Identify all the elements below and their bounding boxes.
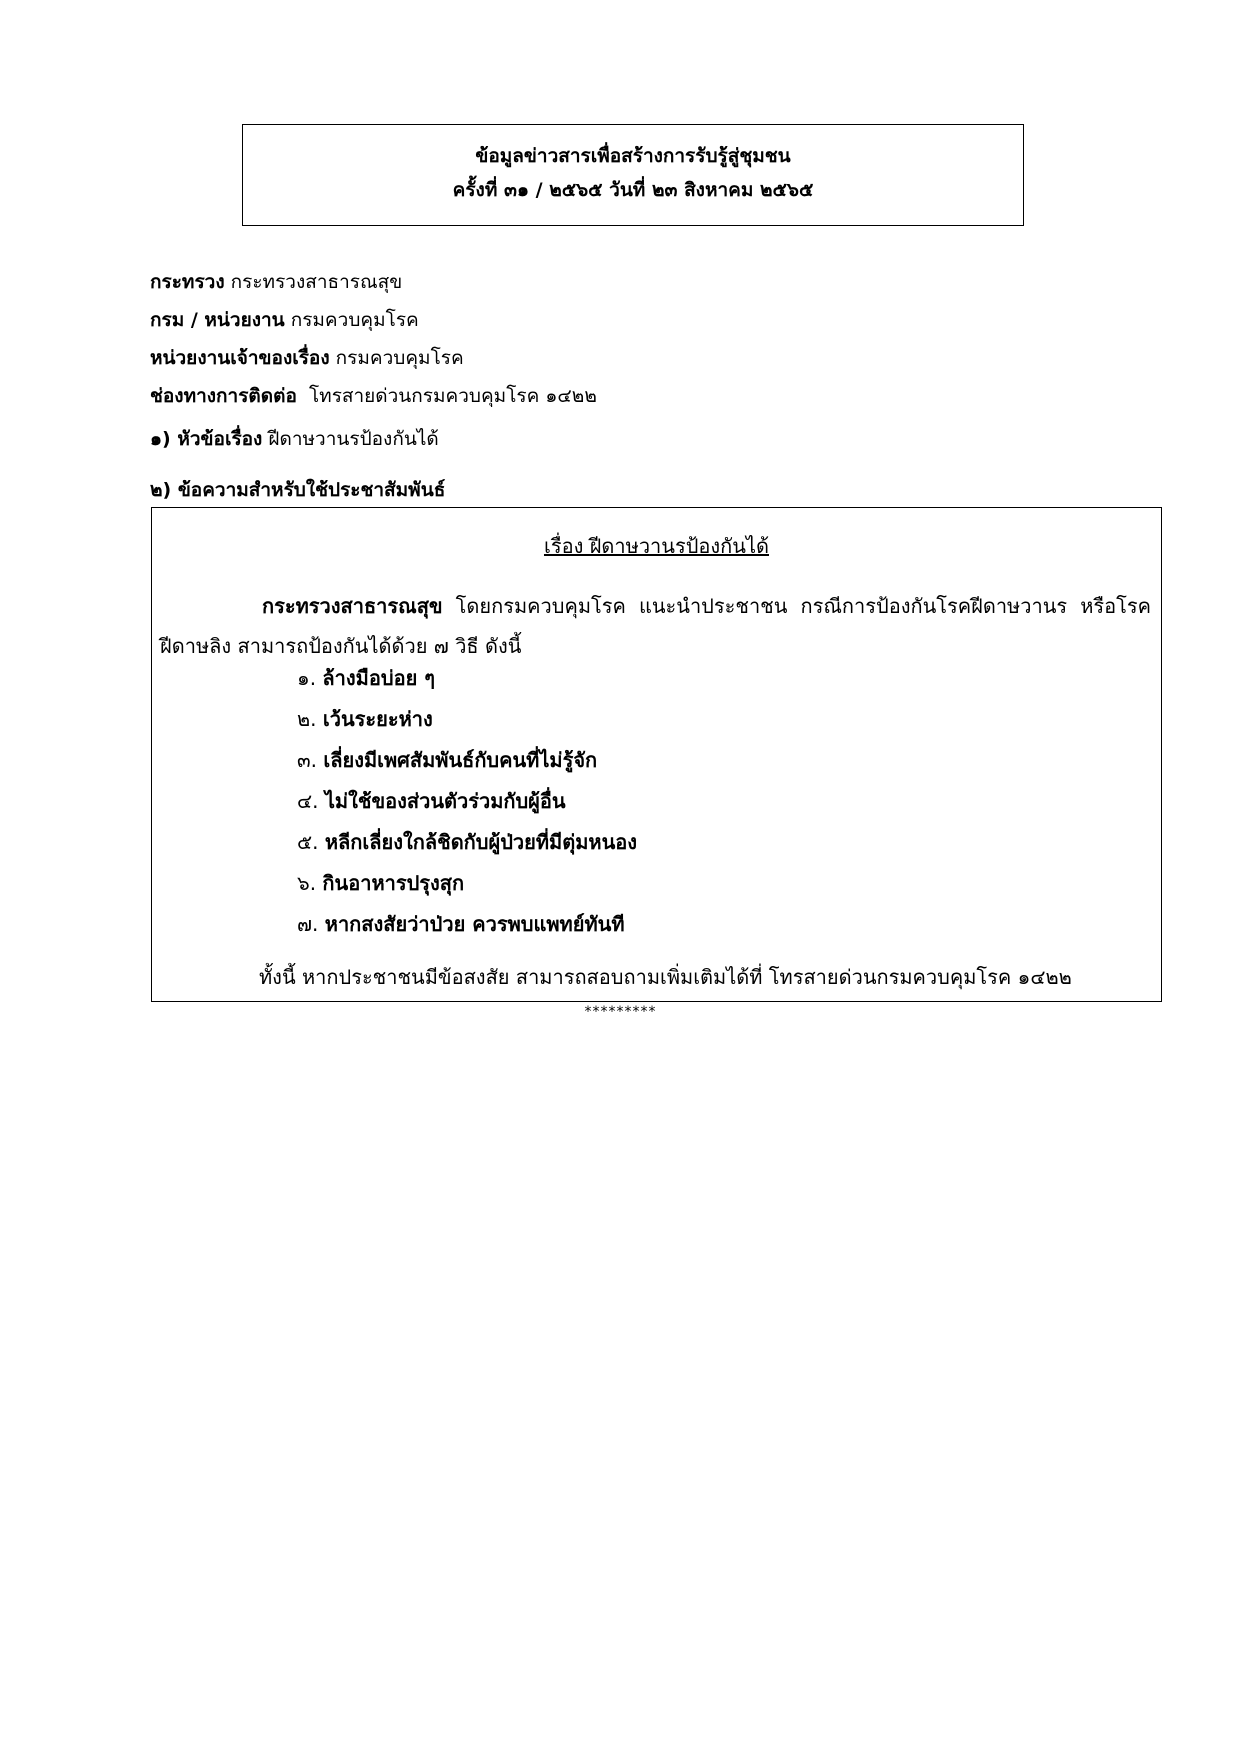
meta-owner-value: กรมควบคุมโรค [335, 347, 464, 369]
intro-text: โดยกรมควบคุมโรค แนะนำประชาชน กรณีการป้องกันโรคฝีดาษวานร หรือโรคฝีดาษลิง สามารถป้องกันได้ด้วย ๗ วิธี ดังนี้ [160, 594, 1151, 658]
meta-topic [150, 425, 439, 453]
meta-contact-value: โทรสายด่วนกรมควบคุมโรค ๑๔๒๒ [308, 385, 597, 407]
prevention-steps-list [297, 658, 637, 945]
meta-owner [150, 344, 464, 372]
meta-topic-label: ๑) หัวข้อเรื่อง [150, 428, 263, 450]
meta-contact [150, 382, 597, 410]
list-item: ๔. ไม่ใช้ของส่วนตัวร่วมกับผู้อื่น [297, 789, 566, 813]
press-release-closing: ทั้งนี้ หากประชาชนมีข้อสงสัย สามารถสอบถามเพิ่มเติมได้ที่ โทรสายด่วนกรมควบคุมโรค ๑๔๒๒ [259, 965, 1072, 989]
document-title: ข้อมูลข่าวสารเพื่อสร้างการรับรู้สู่ชุมชน [475, 145, 791, 167]
document-header-box [242, 124, 1024, 226]
intro-ministry: กระทรวงสาธารณสุข [262, 594, 443, 618]
end-of-document-mark: ********* [584, 1004, 657, 1020]
meta-topic-value: ฝีดาษวานรป้องกันได้ [268, 428, 439, 450]
meta-owner-label: หน่วยงานเจ้าของเรื่อง [150, 347, 330, 369]
meta-department [150, 306, 419, 334]
meta-department-value: กรมควบคุมโรค [290, 309, 419, 331]
list-item: ๗. หากสงสัยว่าป่วย ควรพบแพทย์ทันที [297, 912, 625, 936]
press-release-intro [160, 586, 1151, 666]
list-item: ๑. ล้างมือบ่อย ๆ [297, 666, 435, 690]
meta-ministry-label: กระทรวง [150, 271, 225, 293]
meta-message-label: ๒) ข้อความสำหรับใช้ประชาสัมพันธ์ [150, 479, 446, 501]
meta-message-heading [150, 476, 445, 504]
list-item: ๕. หลีกเลี่ยงใกล้ชิดกับผู้ป่วยที่มีตุ่มหนอง [297, 830, 638, 854]
list-item: ๖. กินอาหารปรุงสุก [297, 871, 465, 895]
meta-ministry [150, 268, 402, 296]
list-item: ๒. เว้นระยะห่าง [297, 707, 433, 731]
issue-line: ครั้งที่ ๓๑ / ๒๕๖๕ วันที่ ๒๓ สิงหาคม ๒๕๖๕ [452, 179, 814, 201]
meta-contact-label: ช่องทางการติดต่อ [150, 385, 297, 407]
meta-department-label: กรม / หน่วยงาน [150, 309, 285, 331]
meta-ministry-value: กระทรวงสาธารณสุข [230, 271, 403, 293]
press-release-box [151, 507, 1162, 1002]
list-item: ๓. เลี่ยงมีเพศสัมพันธ์กับคนที่ไม่รู้จัก [297, 748, 598, 772]
press-release-title: เรื่อง ฝีดาษวานรป้องกันได้ [543, 534, 769, 558]
